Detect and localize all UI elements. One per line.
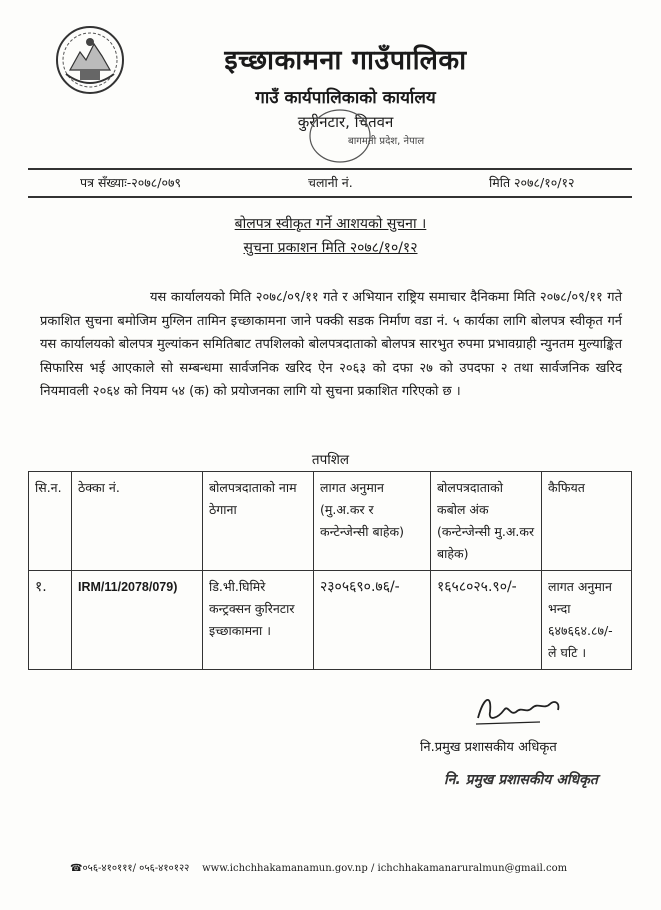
notice-body: यस कार्यालयको मिति २०७८/०९/११ गते र अभियान राष्ट्रिय समाचार दैनिकमा मिति २०७८/०९/११ गते प्रकाशित सुचना बमोजिम मुग्लिन तामिन इच्छाकामना जाने पक्की सडक निर्माण वडा नं. ५ कार्यका लागि बोलपत्र स्वीकृत गर्न यस कार्यालयको बोलपत्र मुल्यांकन समितिबाट तपशिलको बोलपत्रदाताको बोलपत्र सारभुत रुपमा प्रभावग्राही न्युनतम मुल्याङ्कित सिफारिस भई आएकाले सो सम्बन्धमा सार्वजनिक खरिद ऐन २०६३ को दफा २७ को उपदफा २ तथा सार्वजनिक खरिद नियमावली २०६४ को नियम ५४ (क) को प्रयोजनका लागि यो सुचना प्रकाशित गरिएको छ । xyxy=(40,290,622,399)
office-name: गाउँ कार्यपालिकाको कार्यालय xyxy=(255,88,436,108)
header-sn: सि.न. xyxy=(29,472,72,571)
cell-contract-no: IRM/11/2078/079) xyxy=(72,571,203,670)
divider-bottom xyxy=(28,196,632,198)
divider-top xyxy=(28,168,632,170)
signature-icon xyxy=(470,688,570,728)
header-bidder: बोलपत्रदाताको नाम ठेगाना xyxy=(203,472,314,571)
notice-publish-date: सुचना प्रकाशन मिति २०७८/१०/१२ xyxy=(243,240,418,256)
cell-sn: १. xyxy=(29,571,72,670)
footer-web: www.ichchhakamanamun.gov.np / ichchhakamanaruralmun@gmail.com xyxy=(202,863,568,874)
footer xyxy=(70,860,567,874)
notice-title: बोलपत्र स्वीकृत गर्ने आशयको सुचना । xyxy=(234,216,427,232)
table-header-row xyxy=(29,472,632,571)
dispatch-number: चलानी नं. xyxy=(308,175,353,190)
header-estimate: लागत अनुमान (मु.अ.कर र कन्टेन्जेन्सी बाहेक) xyxy=(314,472,431,571)
cell-bid-amount: १६५८०२५.९०/- xyxy=(431,571,542,670)
bid-table xyxy=(28,471,632,670)
designation-stamp: नि. प्रमुख प्रशासकीय अधिकृत xyxy=(444,772,598,788)
office-address: कुरीनटार, चितवन xyxy=(297,113,394,131)
footer-phone: ☎०५६-४१०१११/ ०५६-४१०१२२ xyxy=(70,863,190,874)
cell-bidder: डि.भी.घिमिरे कन्ट्रक्सन कुरिनटार इच्छाकामना । xyxy=(203,571,314,670)
province-text: बागमती प्रदेश, नेपाल xyxy=(348,136,425,147)
table-caption: तपशिल xyxy=(311,452,350,468)
header-remarks: कैफियत xyxy=(542,472,632,571)
letter-number: पत्र सँख्याः-२०७८/०७९ xyxy=(80,175,181,190)
letter-date: मिति २०७८/१०/१२ xyxy=(489,175,575,190)
signatory-title: नि.प्रमुख प्रशासकीय अधिकृत xyxy=(420,740,557,755)
table-row xyxy=(29,571,632,670)
header-bid-amount: बोलपत्रदाताको कबोल अंक (कन्टेन्जेन्सी मु.अ.कर बाहेक) xyxy=(431,472,542,571)
cell-remarks: लागत अनुमान भन्दा ६४७६६४.८७/- ले घटि । xyxy=(542,571,632,670)
header-contract-no: ठेक्का नं. xyxy=(72,472,203,571)
organization-name: इच्छाकामना गाउँपालिका xyxy=(224,45,467,76)
cell-estimate: २३०५६९०.७६/- xyxy=(314,571,431,670)
office-stamp-icon xyxy=(300,104,425,164)
